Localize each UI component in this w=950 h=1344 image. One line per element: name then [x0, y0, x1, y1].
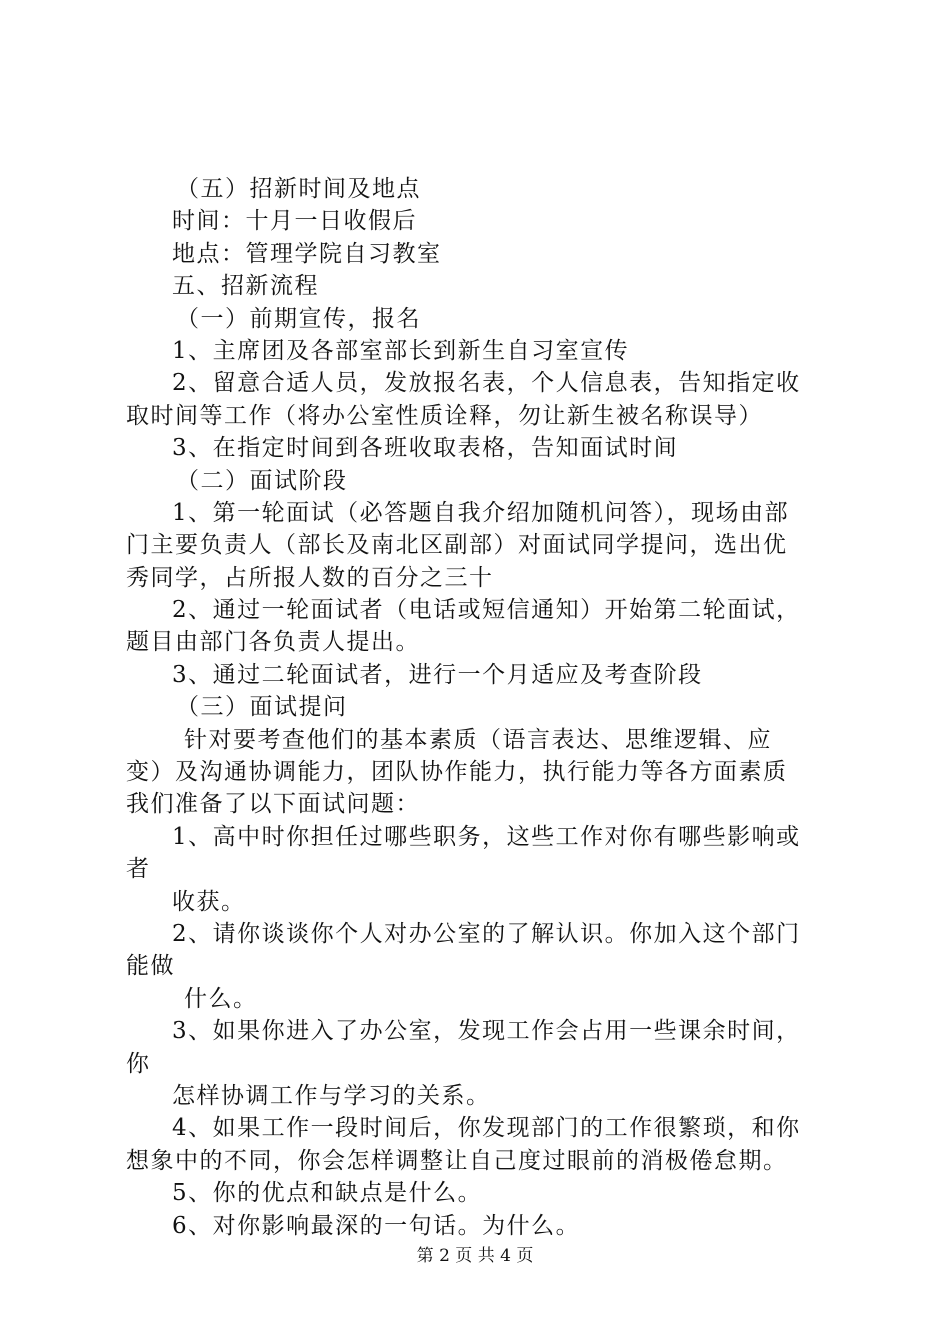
text-line: （二）面试阶段: [176, 467, 348, 494]
text-line: 收获。: [172, 888, 246, 915]
document-body: [126, 173, 836, 1242]
text-line: 1、第一轮面试（必答题自我介绍加随机问答），现场由部: [172, 499, 790, 526]
text-line: 变）及沟通协调能力，团队协作能力，执行能力等各方面素质: [126, 759, 788, 786]
text-line: 者: [126, 856, 151, 883]
text-line: 怎样协调工作与学习的关系。: [172, 1082, 491, 1109]
text-line: 1、主席团及各部室部长到新生自习室宣传: [172, 337, 630, 364]
text-line: 5、你的优点和缺点是什么。: [172, 1180, 483, 1207]
text-line: 2、请你谈谈你个人对办公室的了解认识。你加入这个部门: [172, 920, 801, 947]
text-line: 3、如果你进入了办公室，发现工作会占用一些课余时间，: [172, 1018, 801, 1045]
text-line: （一）前期宣传，报名: [176, 305, 421, 332]
text-line: 3、在指定时间到各班收取表格，告知面试时间: [172, 435, 679, 462]
text-line: 取时间等工作（将办公室性质诠释，勿让新生被名称误导）: [126, 402, 763, 429]
text-line: 你: [126, 1050, 151, 1077]
text-line: 3、通过二轮面试者，进行一个月适应及考查阶段: [172, 661, 703, 688]
text-line: 什么。: [184, 985, 258, 1012]
text-line: 1、高中时你担任过哪些职务，这些工作对你有哪些影响或: [172, 823, 801, 850]
page-footer: 第 2 页 共 4 页: [416, 1246, 534, 1266]
text-line: 秀同学，占所报人数的百分之三十: [126, 564, 494, 591]
text-line: 时间：十月一日收假后: [172, 208, 417, 235]
text-line: 题目由部门各负责人提出。: [126, 629, 420, 656]
text-line: 五、招新流程: [172, 273, 319, 300]
text-line: 地点：管理学院自习教室: [172, 240, 442, 267]
text-line: 2、留意合适人员，发放报名表，个人信息表，告知指定收: [172, 370, 801, 397]
text-line: 门主要负责人（部长及南北区副部）对面试同学提问，选出优: [126, 532, 788, 559]
text-line: 2、通过一轮面试者（电话或短信通知）开始第二轮面试，: [172, 597, 801, 624]
text-line: 6、对你影响最深的一句话。为什么。: [172, 1212, 581, 1239]
text-line: 能做: [126, 953, 175, 980]
text-line: （五）招新时间及地点: [176, 176, 421, 202]
text-line: 想象中的不同，你会怎样调整让自己度过眼前的消极倦怠期。: [126, 1147, 788, 1174]
text-line: 针对要考查他们的基本素质（语言表达、思维逻辑、应: [184, 726, 772, 753]
text-line: 我们准备了以下面试问题：: [126, 791, 420, 818]
text-line: 4、如果工作一段时间后，你发现部门的工作很繁琐，和你: [172, 1115, 801, 1142]
text-line: （三）面试提问: [176, 694, 348, 721]
